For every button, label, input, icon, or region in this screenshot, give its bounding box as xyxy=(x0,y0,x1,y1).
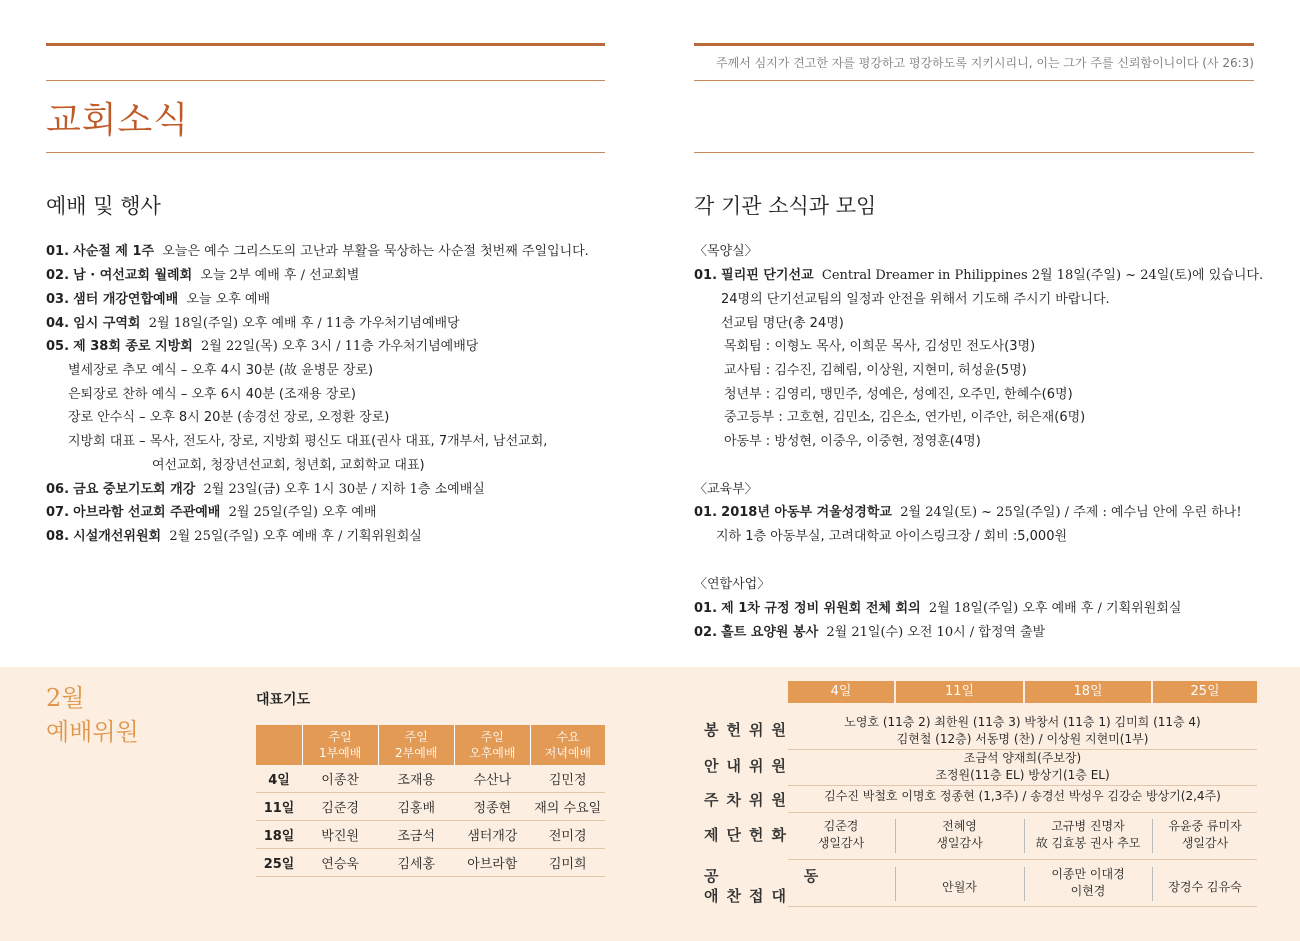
sub-line: 지하 1층 아동부실, 고려대학교 아이스링크장 / 회비 :5,000원 xyxy=(716,529,1068,544)
list-item: 06. 금요 중보기도회 개강 2월 23일(금) 오후 1시 30분 / 지하 1층 소예배실 xyxy=(46,482,485,497)
list-item: 01. 제 1차 규정 정비 위원회 전체 회의 2월 18일(주일) 오후 예배 후 / 기획위원회실 xyxy=(694,601,1182,616)
panel-title: 2월 예배위원 xyxy=(46,684,139,746)
offering-committee: 노영호 (11층 2) 최한원 (11층 3) 박창서 (11층 1) 김미희 (11층 4) 김현철 (12층) 서동명 (찬) / 이상원 지현미(1부) xyxy=(844,715,1201,746)
sub-line: 청년부 : 김영리, 맹민주, 성예은, 성예진, 오주민, 한혜수(6명) xyxy=(724,387,1073,402)
sub-line: 별세장로 추모 예식 – 오후 4시 30분 (故 윤병문 장로) xyxy=(68,363,374,378)
altar-flower: 고규병 진명자 故 김효봉 권사 추모 xyxy=(1035,819,1141,850)
sub-line: 목회팀 : 이형노 목사, 이희문 목사, 김성민 전도사(3명) xyxy=(724,339,1036,354)
date-header: 25일 xyxy=(1153,681,1257,703)
sub-line: 선교팀 명단(총 24명) xyxy=(721,316,844,331)
list-item: 04. 임시 구역회 2월 18일(주일) 오후 예배 후 / 11층 가우처기념예배당 xyxy=(46,316,460,331)
altar-flower: 김준경 생일감사 xyxy=(817,819,865,850)
sub-line: 24명의 단기선교팀의 일정과 안전을 위해서 기도해 주시기 바랍니다. xyxy=(721,292,1110,307)
date-header: 4일 xyxy=(788,681,894,703)
row-label: 주차위원 xyxy=(704,791,794,809)
col-header: 수요 저녁예배 xyxy=(530,725,605,765)
usher-committee: 조금석 양재희(주보장) 조정원(11층 EL) 방상기(1층 EL) xyxy=(935,751,1110,782)
parking-committee: 김수진 박철호 이명호 정종현 (1,3주) / 송경선 박성우 김강순 방상기(2,4주) xyxy=(824,789,1221,803)
table-row: 4일 이종찬 조재용 수산나 김민정 xyxy=(256,765,605,793)
row-label: 안내위원 xyxy=(704,757,794,775)
list-item: 01. 필리핀 단기선교 Central Dreamer in Philippines 2월 18일(주일) ~ 24일(토)에 있습니다. xyxy=(694,268,1264,283)
list-item: 02. 남 · 여선교회 월례회 오늘 2부 예배 후 / 선교회별 xyxy=(46,268,360,283)
row-label: 공 동 xyxy=(704,867,859,885)
row-label: 애찬접대 xyxy=(704,887,794,905)
table-row: 11일 김준경 김홍배 정종현 재의 수요일 xyxy=(256,793,605,821)
list-item: 01. 사순절 제 1주 오늘은 예수 그리스도의 고난과 부활을 묵상하는 사순절 첫번째 주일입니다. xyxy=(46,244,589,259)
group-title: 〈목양실〉 xyxy=(694,244,758,259)
list-item: 07. 아브라함 선교회 주관예배 2월 25일(주일) 오후 예배 xyxy=(46,505,377,520)
group-title: 〈연합사업〉 xyxy=(694,577,771,592)
section-heading-groups: 각 기관 소식과 모임 xyxy=(694,194,877,218)
prayer-table xyxy=(256,725,605,877)
sub-line: 장로 안수식 – 오후 8시 20분 (송경선 장로, 오정환 장로) xyxy=(68,410,390,425)
list-item: 08. 시설개선위원회 2월 25일(주일) 오후 예배 후 / 기획위원회실 xyxy=(46,529,422,544)
table-row: 25일 연승욱 김세홍 아브라함 김미희 xyxy=(256,849,605,877)
sub-line: 여선교회, 청장년선교회, 청년회, 교회학교 대표) xyxy=(152,458,425,473)
section-heading-worship: 예배 및 행사 xyxy=(46,194,161,218)
table-row: 18일 박진원 조금석 샘터개강 전미경 xyxy=(256,821,605,849)
col-header: 주일 오후예배 xyxy=(454,725,530,765)
fellowship-meal: 장경수 김유숙 xyxy=(1168,880,1242,894)
altar-flower: 전혜영 생일감사 xyxy=(936,819,983,850)
list-item: 02. 홀트 요양원 봉사 2월 21일(수) 오전 10시 / 합정역 출발 xyxy=(694,625,1046,640)
row-label: 제단헌화 xyxy=(704,826,794,844)
sub-line: 지방회 대표 – 목사, 전도사, 장로, 지방회 평신도 대표(권사 대표, 7개부서, 남선교회, xyxy=(68,434,548,449)
prayer-heading: 대표기도 xyxy=(256,692,311,708)
worship-staff-panel xyxy=(0,667,1300,941)
fellowship-meal: 안월자 xyxy=(942,880,977,894)
date-header: 18일 xyxy=(1025,681,1151,703)
list-item: 03. 샘터 개강연합예배 오늘 오후 예배 xyxy=(46,292,271,307)
sub-line: 교사팀 : 김수진, 김혜림, 이상원, 지현미, 허성윤(5명) xyxy=(724,363,1027,378)
page-title: 교회소식 xyxy=(46,100,190,141)
col-header: 주일 1부예배 xyxy=(302,725,378,765)
list-item: 01. 2018년 아동부 겨울성경학교 2월 24일(토) ~ 25일(주일) / 주제 : 예수님 안에 우린 하나! xyxy=(694,505,1242,520)
list-item: 05. 제 38회 종로 지방회 2월 22일(목) 오후 3시 / 11층 가우처기념예배당 xyxy=(46,339,479,354)
group-title: 〈교육부〉 xyxy=(694,482,758,497)
sub-line: 아동부 : 방성현, 이중우, 이중현, 정영훈(4명) xyxy=(724,434,981,449)
scripture-verse: 주께서 심지가 견고한 자를 평강하고 평강하도록 지키시리니, 이는 그가 주를 신뢰함이니이다 (사 26:3) xyxy=(716,56,1254,70)
col-header: 주일 2부예배 xyxy=(378,725,454,765)
sub-line: 중고등부 : 고호현, 김민소, 김은소, 연가빈, 이주안, 허은재(6명) xyxy=(724,410,1086,425)
sub-line: 은퇴장로 찬하 예식 – 오후 6시 40분 (조재용 장로) xyxy=(68,387,357,402)
row-label: 봉헌위원 xyxy=(704,721,794,739)
date-header: 11일 xyxy=(896,681,1023,703)
altar-flower: 유윤중 류미자 생일감사 xyxy=(1168,819,1242,850)
fellowship-meal: 이종만 이대경 이현경 xyxy=(1051,867,1125,898)
